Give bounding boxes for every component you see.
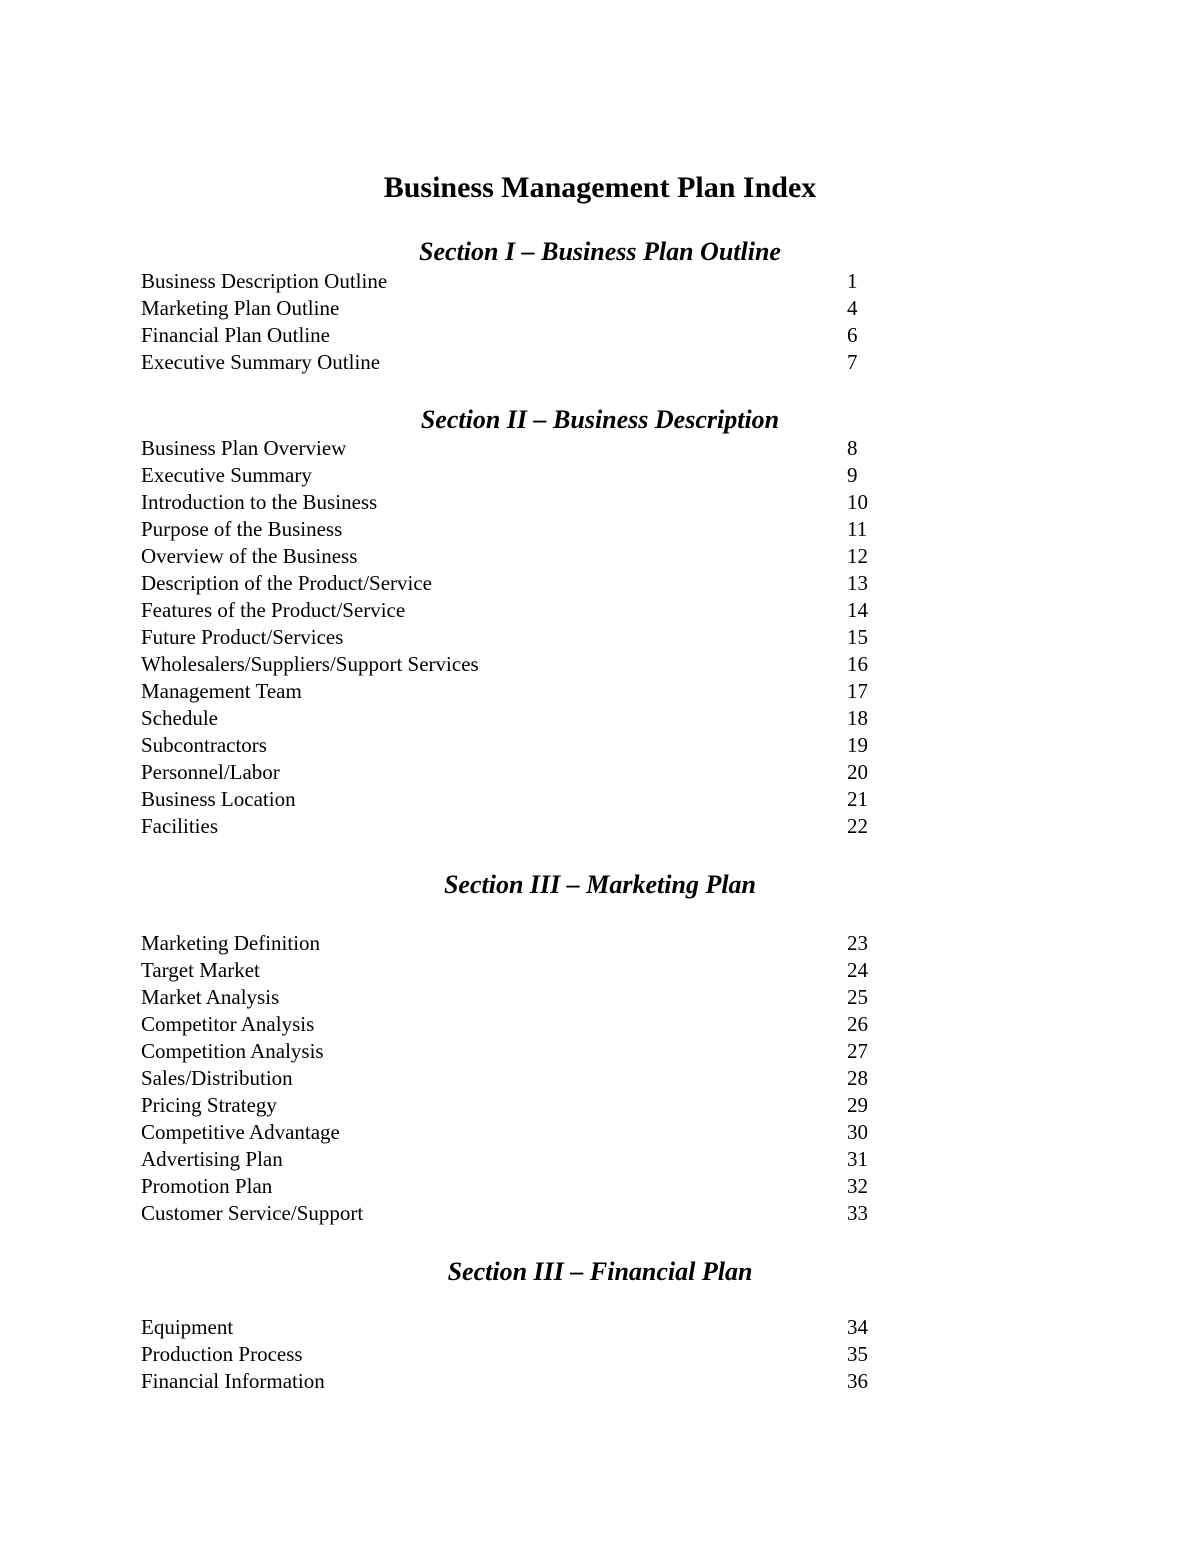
entry-label: Market Analysis	[141, 985, 280, 1009]
entry-list-financial-plan	[141, 1314, 881, 1395]
entry-label: Schedule	[141, 706, 218, 730]
entry-page-number: 11	[847, 517, 868, 541]
entry-label: Financial Plan Outline	[141, 323, 330, 347]
index-entry	[141, 435, 881, 462]
entry-page-number: 29	[847, 1093, 868, 1117]
entry-page-number: 35	[847, 1342, 868, 1366]
index-entry	[141, 268, 881, 295]
entry-list-business-description	[141, 435, 881, 840]
index-entry	[141, 295, 881, 322]
index-entry	[141, 1146, 881, 1173]
entry-label: Subcontractors	[141, 733, 267, 757]
entry-label: Promotion Plan	[141, 1174, 273, 1198]
entry-page-number: 12	[847, 544, 868, 568]
entry-label: Facilities	[141, 814, 218, 838]
index-entry	[141, 759, 881, 786]
entry-page-number: 18	[847, 706, 868, 730]
entry-page-number: 25	[847, 985, 868, 1009]
entry-page-number: 19	[847, 733, 868, 757]
entry-page-number: 10	[847, 490, 868, 514]
entry-page-number: 31	[847, 1147, 868, 1171]
entry-page-number: 34	[847, 1315, 868, 1339]
section-heading-financial-plan: Section III – Financial Plan	[447, 1257, 753, 1286]
entry-label: Future Product/Services	[141, 625, 344, 649]
entry-label: Customer Service/Support	[141, 1201, 364, 1225]
entry-page-number: 9	[847, 463, 858, 487]
entry-label: Production Process	[141, 1342, 303, 1366]
index-entry	[141, 322, 881, 349]
entry-label: Financial Information	[141, 1369, 325, 1393]
entry-label: Overview of the Business	[141, 544, 358, 568]
index-entry	[141, 984, 881, 1011]
entry-page-number: 23	[847, 931, 868, 955]
entry-page-number: 8	[847, 436, 858, 460]
entry-page-number: 30	[847, 1120, 868, 1144]
index-entry	[141, 543, 881, 570]
index-entry	[141, 1011, 881, 1038]
section-heading-business-description: Section II – Business Description	[420, 405, 780, 434]
page-title: Business Management Plan Index	[383, 171, 817, 204]
entry-label: Competitor Analysis	[141, 1012, 315, 1036]
entry-label: Target Market	[141, 958, 260, 982]
entry-list-marketing-plan	[141, 930, 881, 1227]
entry-label: Wholesalers/Suppliers/Support Services	[141, 652, 479, 676]
entry-label: Executive Summary Outline	[141, 350, 381, 374]
entry-page-number: 27	[847, 1039, 868, 1063]
entry-list-business-plan-outline	[141, 268, 881, 376]
entry-page-number: 33	[847, 1201, 868, 1225]
index-entry	[141, 624, 881, 651]
index-entry	[141, 1314, 881, 1341]
entry-page-number: 36	[847, 1369, 868, 1393]
index-entry	[141, 651, 881, 678]
entry-page-number: 17	[847, 679, 868, 703]
entry-label: Features of the Product/Service	[141, 598, 406, 622]
index-entry	[141, 1119, 881, 1146]
entry-label: Executive Summary	[141, 463, 312, 487]
entry-page-number: 15	[847, 625, 868, 649]
entry-page-number: 13	[847, 571, 868, 595]
entry-label: Marketing Definition	[141, 931, 321, 955]
index-entry	[141, 462, 881, 489]
index-entry	[141, 930, 881, 957]
index-entry	[141, 570, 881, 597]
index-entry	[141, 1038, 881, 1065]
entry-label: Equipment	[141, 1315, 234, 1339]
entry-label: Business Plan Overview	[141, 436, 347, 460]
index-entry	[141, 489, 881, 516]
entry-page-number: 4	[847, 296, 858, 320]
index-entry	[141, 516, 881, 543]
section-heading-business-plan-outline: Section I – Business Plan Outline	[419, 237, 781, 266]
entry-label: Business Description Outline	[141, 269, 388, 293]
index-entry	[141, 1173, 881, 1200]
entry-label: Business Location	[141, 787, 296, 811]
entry-label: Competition Analysis	[141, 1039, 324, 1063]
entry-page-number: 14	[847, 598, 868, 622]
index-entry	[141, 597, 881, 624]
index-entry	[141, 705, 881, 732]
entry-label: Personnel/Labor	[141, 760, 280, 784]
index-entry	[141, 1065, 881, 1092]
entry-page-number: 7	[847, 350, 858, 374]
entry-label: Competitive Advantage	[141, 1120, 340, 1144]
entry-page-number: 24	[847, 958, 868, 982]
entry-label: Marketing Plan Outline	[141, 296, 340, 320]
entry-label: Introduction to the Business	[141, 490, 378, 514]
entry-page-number: 32	[847, 1174, 868, 1198]
entry-label: Management Team	[141, 679, 302, 703]
entry-page-number: 26	[847, 1012, 868, 1036]
entry-page-number: 22	[847, 814, 868, 838]
index-entry	[141, 732, 881, 759]
entry-page-number: 16	[847, 652, 868, 676]
entry-page-number: 21	[847, 787, 868, 811]
index-entry	[141, 786, 881, 813]
index-entry	[141, 1341, 881, 1368]
entry-page-number: 20	[847, 760, 868, 784]
entry-page-number: 1	[847, 269, 858, 293]
index-entry	[141, 957, 881, 984]
entry-page-number: 6	[847, 323, 858, 347]
entry-label: Advertising Plan	[141, 1147, 283, 1171]
entry-label: Purpose of the Business	[141, 517, 343, 541]
section-heading-marketing-plan: Section III – Marketing Plan	[443, 870, 757, 899]
entry-label: Pricing Strategy	[141, 1093, 277, 1117]
index-entry	[141, 678, 881, 705]
index-entry	[141, 1200, 881, 1227]
index-entry	[141, 349, 881, 376]
entry-label: Sales/Distribution	[141, 1066, 293, 1090]
entry-page-number: 28	[847, 1066, 868, 1090]
entry-label: Description of the Product/Service	[141, 571, 433, 595]
index-entry	[141, 1092, 881, 1119]
index-entry	[141, 813, 881, 840]
index-entry	[141, 1368, 881, 1395]
